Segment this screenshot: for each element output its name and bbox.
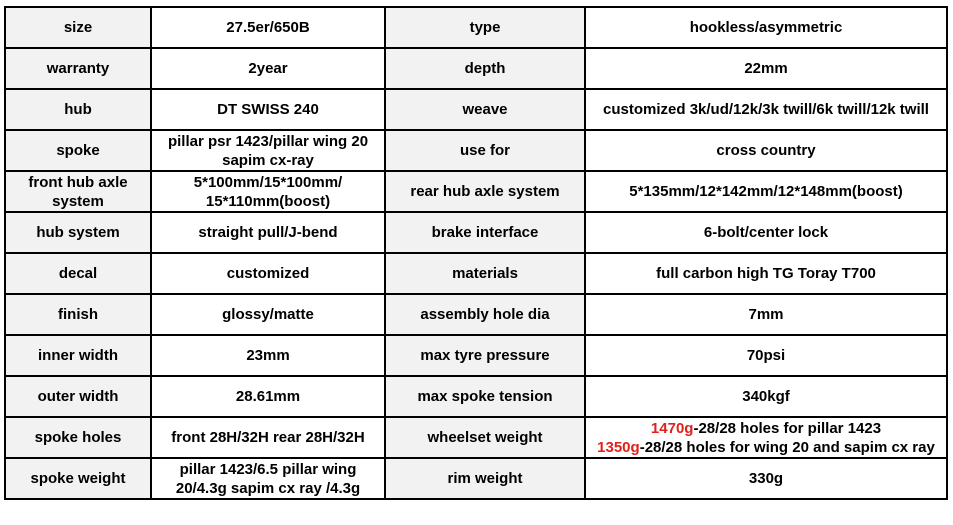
cell-line: decal [58, 265, 98, 282]
label-front-hub-axle-system [5, 171, 151, 212]
cell-line: 2year [248, 60, 288, 77]
label-materials [385, 253, 585, 294]
cell-line: 6-bolt/center lock [703, 224, 829, 241]
table-row [5, 417, 947, 458]
label-hub [5, 89, 151, 130]
cell-line: front 28H/32H rear 28H/32H [171, 429, 365, 446]
cell-line: max tyre pressure [420, 347, 550, 364]
cell-line: rim weight [447, 470, 523, 487]
table-row [5, 130, 947, 171]
value-materials [585, 253, 947, 294]
cell-line: front hub axle [28, 173, 128, 191]
value-inner-width [151, 335, 385, 376]
weight-highlight: 1350g [597, 438, 640, 456]
label-use-for [385, 130, 585, 171]
value-depth [585, 48, 947, 89]
value-outer-width [151, 376, 385, 417]
cell-line: type [469, 19, 501, 36]
value-type [585, 7, 947, 48]
value-brake-interface [585, 212, 947, 253]
label-wheelset-weight [385, 417, 585, 458]
label-decal [5, 253, 151, 294]
table-row [5, 335, 947, 376]
label-size [5, 7, 151, 48]
cell-line: finish [58, 306, 98, 323]
cell-line: use for [459, 142, 510, 159]
cell-line: 5*100mm/15*100mm/ [193, 173, 343, 191]
label-max-tyre-pressure [385, 335, 585, 376]
label-assembly-hole-dia [385, 294, 585, 335]
table-row [5, 7, 947, 48]
label-hub-system [5, 212, 151, 253]
cell-line: glossy/matte [222, 306, 314, 323]
weight-line [592, 438, 940, 457]
weight-line [592, 419, 940, 438]
value-hub [151, 89, 385, 130]
label-inner-width [5, 335, 151, 376]
table-row [5, 294, 947, 335]
cell-line: spoke [56, 142, 100, 159]
cell-line: straight pull/J-bend [198, 224, 338, 241]
cell-line: hub [64, 101, 92, 118]
cell-line: assembly hole dia [420, 306, 550, 323]
cell-line: system [52, 192, 104, 210]
cell-line: warranty [46, 60, 110, 77]
cell-line: inner width [38, 347, 118, 364]
cell-line: spoke holes [34, 429, 122, 446]
value-use-for [585, 130, 947, 171]
cell-line: materials [452, 265, 518, 282]
label-depth [385, 48, 585, 89]
value-size [151, 7, 385, 48]
value-decal [151, 253, 385, 294]
label-finish [5, 294, 151, 335]
weight-highlight: 1470g [650, 419, 694, 437]
label-weave [385, 89, 585, 130]
label-max-spoke-tension [385, 376, 585, 417]
value-spoke-holes [151, 417, 385, 458]
table-row [5, 376, 947, 417]
cell-line: 7mm [748, 306, 784, 323]
value-spoke-weight [151, 458, 385, 499]
label-rear-hub-axle-system [385, 171, 585, 212]
label-type [385, 7, 585, 48]
cell-line: brake interface [431, 224, 539, 241]
cell-line: 70psi [746, 347, 786, 364]
value-front-hub-axle-system [151, 171, 385, 212]
cell-line: pillar psr 1423/pillar wing 20 [167, 132, 369, 150]
value-finish [151, 294, 385, 335]
cell-line: 15*110mm(boost) [205, 192, 331, 210]
table-row [5, 253, 947, 294]
cell-line: hub system [36, 224, 120, 241]
label-rim-weight [385, 458, 585, 499]
label-warranty [5, 48, 151, 89]
cell-line: depth [464, 60, 506, 77]
value-weave [585, 89, 947, 130]
cell-line: wheelset weight [427, 429, 543, 446]
cell-line: 20/4.3g sapim cx ray /4.3g [175, 479, 361, 497]
value-warranty [151, 48, 385, 89]
cell-line: sapim cx-ray [222, 151, 314, 169]
cell-line: spoke weight [30, 470, 126, 487]
value-hub-system [151, 212, 385, 253]
value-max-spoke-tension [585, 376, 947, 417]
value-max-tyre-pressure [585, 335, 947, 376]
cell-line: 28.61mm [235, 388, 301, 405]
label-spoke [5, 130, 151, 171]
value-wheelset-weight [585, 417, 947, 458]
cell-line: size [63, 19, 93, 36]
cell-line: weave [462, 101, 508, 118]
table-row [5, 89, 947, 130]
table-row [5, 48, 947, 89]
cell-line: customized [226, 265, 310, 282]
cell-line: 340kgf [742, 388, 790, 405]
cell-line: cross country [716, 142, 816, 159]
cell-line: full carbon high TG Toray T700 [656, 265, 876, 282]
label-spoke-holes [5, 417, 151, 458]
cell-line: max spoke tension [417, 388, 553, 405]
weight-description: -28/28 holes for pillar 1423 [693, 419, 882, 437]
table-row [5, 212, 947, 253]
cell-line: pillar 1423/6.5 pillar wing [179, 460, 357, 478]
cell-line: 22mm [744, 60, 788, 77]
table-row [5, 171, 947, 212]
label-outer-width [5, 376, 151, 417]
cell-line: rear hub axle system [410, 183, 560, 200]
spec-table-body [5, 7, 947, 499]
label-spoke-weight [5, 458, 151, 499]
cell-line: customized 3k/ud/12k/3k twill/6k twill/12k twill [603, 101, 929, 118]
weight-description: -28/28 holes for wing 20 and sapim cx ray [639, 438, 935, 456]
cell-line: outer width [37, 388, 119, 405]
value-spoke [151, 130, 385, 171]
cell-line: DT SWISS 240 [217, 101, 319, 118]
value-assembly-hole-dia [585, 294, 947, 335]
cell-line: hookless/asymmetric [689, 19, 843, 36]
cell-line: 23mm [246, 347, 290, 364]
cell-line: 330g [748, 470, 784, 487]
label-brake-interface [385, 212, 585, 253]
table-row [5, 458, 947, 499]
spec-table [4, 6, 948, 500]
cell-line: 5*135mm/12*142mm/12*148mm(boost) [629, 183, 903, 200]
value-rim-weight [585, 458, 947, 499]
value-rear-hub-axle-system [585, 171, 947, 212]
cell-line: 27.5er/650B [226, 19, 310, 36]
